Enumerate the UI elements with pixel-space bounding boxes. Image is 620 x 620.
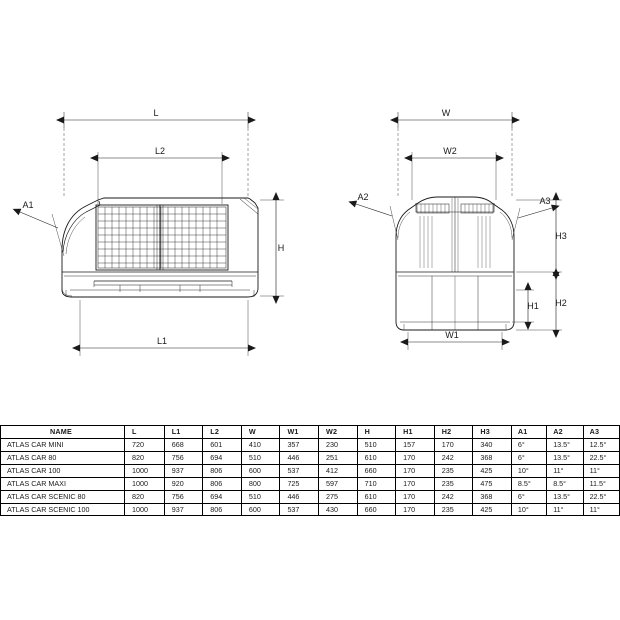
cell-l: 1000 bbox=[125, 477, 165, 490]
cell-w2: 275 bbox=[319, 490, 358, 503]
cell-h3: 425 bbox=[473, 464, 512, 477]
cell-h: 610 bbox=[357, 490, 396, 503]
dim-L1 bbox=[80, 300, 248, 356]
col-header-a1: A1 bbox=[511, 426, 546, 439]
dim-A1 bbox=[20, 212, 64, 256]
label-A2: A2 bbox=[357, 192, 369, 202]
cell-a2: 11° bbox=[547, 503, 583, 516]
col-header-h1: H1 bbox=[396, 426, 435, 439]
col-header-h: H bbox=[357, 426, 396, 439]
label-H1: H1 bbox=[527, 301, 539, 311]
label-H: H bbox=[277, 243, 285, 253]
cell-w2: 597 bbox=[319, 477, 358, 490]
cell-h3: 475 bbox=[473, 477, 512, 490]
cell-a2: 13.5° bbox=[547, 451, 583, 464]
col-header-a2: A2 bbox=[547, 426, 583, 439]
cell-l: 820 bbox=[125, 490, 165, 503]
cell-w1: 357 bbox=[280, 438, 319, 451]
cell-l: 820 bbox=[125, 451, 165, 464]
cell-h1: 170 bbox=[396, 451, 435, 464]
col-header-a3: A3 bbox=[583, 426, 619, 439]
col-header-l1: L1 bbox=[164, 426, 203, 439]
specification-table bbox=[0, 425, 620, 516]
cell-w1: 537 bbox=[280, 464, 319, 477]
cell-h2: 235 bbox=[434, 477, 473, 490]
cell-a3: 11.5° bbox=[583, 477, 619, 490]
cell-h2: 242 bbox=[434, 490, 473, 503]
col-header-w: W bbox=[241, 426, 280, 439]
cell-w2: 430 bbox=[319, 503, 358, 516]
cell-l1: 937 bbox=[164, 503, 203, 516]
cell-l2: 694 bbox=[203, 490, 242, 503]
cell-l2: 806 bbox=[203, 464, 242, 477]
label-A1: A1 bbox=[22, 200, 34, 210]
col-header-w1: W1 bbox=[280, 426, 319, 439]
row-name: ATLAS CAR MAXI bbox=[1, 477, 125, 490]
dim-W2 bbox=[412, 152, 496, 200]
cell-a3: 11° bbox=[583, 503, 619, 516]
cell-h3: 368 bbox=[473, 490, 512, 503]
cell-l1: 668 bbox=[164, 438, 203, 451]
cell-a1: 6° bbox=[511, 438, 546, 451]
label-L2: L2 bbox=[154, 146, 166, 156]
cell-h2: 170 bbox=[434, 438, 473, 451]
row-name: ATLAS CAR 100 bbox=[1, 464, 125, 477]
dim-A2 bbox=[356, 204, 398, 240]
cell-l1: 937 bbox=[164, 464, 203, 477]
cell-w: 600 bbox=[241, 503, 280, 516]
cell-l2: 601 bbox=[203, 438, 242, 451]
cell-h3: 340 bbox=[473, 438, 512, 451]
cell-a2: 11° bbox=[547, 464, 583, 477]
side-view-carrier bbox=[62, 198, 258, 297]
table-row bbox=[1, 490, 620, 503]
row-name: ATLAS CAR MINI bbox=[1, 438, 125, 451]
cell-w2: 230 bbox=[319, 438, 358, 451]
cell-w: 510 bbox=[241, 451, 280, 464]
cell-a1: 6° bbox=[511, 490, 546, 503]
cell-l: 1000 bbox=[125, 503, 165, 516]
dim-A3 bbox=[512, 208, 552, 240]
cell-a3: 12.5° bbox=[583, 438, 619, 451]
cell-a3: 22.5° bbox=[583, 451, 619, 464]
cell-a2: 8.5° bbox=[547, 477, 583, 490]
row-name: ATLAS CAR SCENIC 80 bbox=[1, 490, 125, 503]
col-header-l2: L2 bbox=[203, 426, 242, 439]
table-header-row bbox=[1, 426, 620, 439]
cell-h1: 157 bbox=[396, 438, 435, 451]
cell-l: 1000 bbox=[125, 464, 165, 477]
row-name: ATLAS CAR SCENIC 100 bbox=[1, 503, 125, 516]
col-header-h3: H3 bbox=[473, 426, 512, 439]
cell-w: 600 bbox=[241, 464, 280, 477]
label-L1: L1 bbox=[156, 336, 168, 346]
cell-a1: 6° bbox=[511, 451, 546, 464]
cell-l: 720 bbox=[125, 438, 165, 451]
cell-w2: 412 bbox=[319, 464, 358, 477]
cell-w: 410 bbox=[241, 438, 280, 451]
cell-h3: 425 bbox=[473, 503, 512, 516]
cell-w2: 251 bbox=[319, 451, 358, 464]
cell-h1: 170 bbox=[396, 490, 435, 503]
col-header-w2: W2 bbox=[319, 426, 358, 439]
cell-a2: 13.5° bbox=[547, 490, 583, 503]
cell-w1: 725 bbox=[280, 477, 319, 490]
table-row bbox=[1, 438, 620, 451]
cell-h2: 235 bbox=[434, 464, 473, 477]
table-row bbox=[1, 477, 620, 490]
label-W1: W1 bbox=[445, 330, 459, 340]
cell-l1: 756 bbox=[164, 490, 203, 503]
front-view-carrier bbox=[396, 197, 514, 330]
cell-h1: 170 bbox=[396, 503, 435, 516]
cell-a1: 8.5° bbox=[511, 477, 546, 490]
cell-l1: 756 bbox=[164, 451, 203, 464]
cell-l2: 806 bbox=[203, 503, 242, 516]
cell-a3: 22.5° bbox=[583, 490, 619, 503]
cell-h3: 368 bbox=[473, 451, 512, 464]
cell-a1: 10° bbox=[511, 503, 546, 516]
cell-h2: 242 bbox=[434, 451, 473, 464]
cell-h2: 235 bbox=[434, 503, 473, 516]
cell-a3: 11° bbox=[583, 464, 619, 477]
label-A3: A3 bbox=[539, 196, 551, 206]
cell-h: 710 bbox=[357, 477, 396, 490]
cell-w: 510 bbox=[241, 490, 280, 503]
specification-table-container bbox=[0, 425, 620, 516]
cell-h: 660 bbox=[357, 464, 396, 477]
cell-h: 610 bbox=[357, 451, 396, 464]
cell-h1: 170 bbox=[396, 477, 435, 490]
cell-w1: 446 bbox=[280, 490, 319, 503]
dim-L2 bbox=[98, 152, 222, 204]
label-H3: H3 bbox=[555, 231, 567, 241]
cell-h: 660 bbox=[357, 503, 396, 516]
label-W2: W2 bbox=[443, 146, 457, 156]
table-row bbox=[1, 503, 620, 516]
cell-l2: 806 bbox=[203, 477, 242, 490]
label-W: W bbox=[441, 108, 451, 118]
label-H2: H2 bbox=[555, 298, 567, 308]
cell-w1: 446 bbox=[280, 451, 319, 464]
cell-a1: 10° bbox=[511, 464, 546, 477]
cell-w1: 537 bbox=[280, 503, 319, 516]
col-header-l: L bbox=[125, 426, 165, 439]
cell-l2: 694 bbox=[203, 451, 242, 464]
cell-h: 510 bbox=[357, 438, 396, 451]
label-L: L bbox=[153, 108, 159, 118]
row-name: ATLAS CAR 80 bbox=[1, 451, 125, 464]
table-row bbox=[1, 464, 620, 477]
cell-a2: 13.5° bbox=[547, 438, 583, 451]
cell-w: 800 bbox=[241, 477, 280, 490]
col-header-h2: H2 bbox=[434, 426, 473, 439]
table-row bbox=[1, 451, 620, 464]
cell-h1: 170 bbox=[396, 464, 435, 477]
col-header-name: NAME bbox=[1, 426, 125, 439]
cell-l1: 920 bbox=[164, 477, 203, 490]
